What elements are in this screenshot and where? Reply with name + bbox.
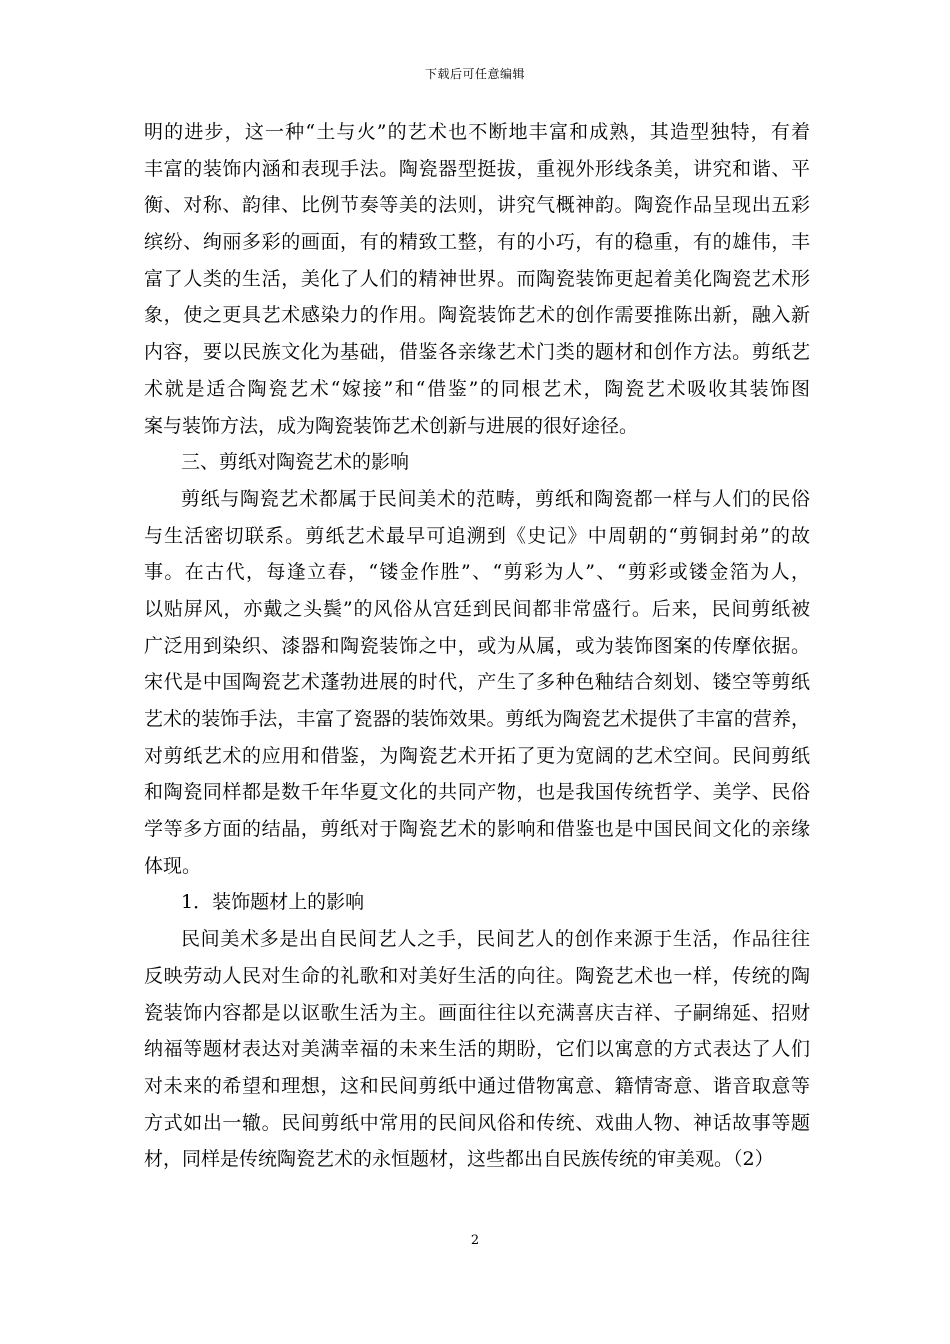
page-number: 2 [470, 1233, 480, 1248]
text-line: 材，同样是传统陶瓷艺术的永恒题材，这些都出自民族传统的审美观。（2） [144, 1148, 774, 1171]
text-line: 民间美术多是出自民间艺人之手，民间艺人的创作来源于生活，作品往往 [181, 928, 810, 951]
text-line: 广泛用到染织、漆器和陶瓷装饰之中，或为从属，或为装饰图案的传摩依据。 [144, 634, 810, 657]
text-line: 纳福等题材表达对美满幸福的未来生活的期盼，它们以寓意的方式表达了人们 [144, 1038, 810, 1061]
text-line: 富了人类的生活，美化了人们的精神世界。而陶瓷装饰更起着美化陶瓷艺术形 [144, 267, 810, 290]
text-line: 体现。 [144, 854, 202, 877]
text-line: 以贴屏风，亦戴之头鬓”的风俗从宫廷到民间都非常盛行。后来，民间剪纸被 [144, 597, 810, 620]
text-line: 对未来的希望和理想，这和民间剪纸中通过借物寓意、籍情寄意、谐音取意等 [144, 1074, 810, 1097]
text-line: 内容，要以民族文化为基础，借鉴各亲缘艺术门类的题材和创作方法。剪纸艺 [144, 341, 810, 364]
text-line: 剪纸与陶瓷艺术都属于民间美术的范畴，剪纸和陶瓷都一样与人们的民俗 [181, 487, 810, 510]
document-body [144, 114, 810, 1178]
text-line: 缤纷、绚丽多彩的画面，有的精致工整，有的小巧，有的稳重，有的雄伟，丰 [144, 231, 810, 254]
text-line: 与生活密切联系。剪纸艺术最早可追溯到《史记》中周朝的“剪铜封弟”的故 [144, 524, 810, 547]
text-line: 艺术的装饰手法，丰富了瓷器的装饰效果。剪纸为陶瓷艺术提供了丰富的营养， [144, 708, 810, 730]
text-line: 反映劳动人民对生命的礼歌和对美好生活的向往。陶瓷艺术也一样，传统的陶 [144, 964, 810, 987]
text-line: 案与装饰方法，成为陶瓷装饰艺术创新与进展的很好途径。 [144, 414, 639, 437]
text-line: 学等多方面的结晶，剪纸对于陶瓷艺术的影响和借鉴也是中国民间文化的亲缘 [144, 818, 810, 841]
text-line: 宋代是中国陶瓷艺术蓬勃进展的时代，产生了多种色釉结合刻划、镂空等剪纸 [144, 671, 810, 694]
page-header: 下载后可任意编辑 [424, 67, 525, 81]
text-line: 对剪纸艺术的应用和借鉴，为陶瓷艺术开拓了更为宽阔的艺术空间。民间剪纸 [144, 744, 810, 767]
text-line: 事。在古代，每逢立春，“镂金作胜”、“剪彩为人”、“剪彩或镂金箔为人， [144, 561, 810, 584]
text-line: 丰富的装饰内涵和表现手法。陶瓷器型挺拔，重视外形线条美，讲究和谐、平 [144, 157, 810, 180]
text-line: 象，使之更具艺术感染力的作用。陶瓷装饰艺术的创作需要推陈出新，融入新 [144, 304, 810, 327]
text-line: 衡、对称、韵律、比例节奏等美的法则，讲究气概神韵。陶瓷作品呈现出五彩 [144, 194, 810, 217]
subsection-heading: 1．装饰题材上的影响 [181, 891, 365, 914]
section-heading: 三、剪纸对陶瓷艺术的影响 [181, 451, 410, 474]
text-line: 瓷装饰内容都是以讴歌生活为主。画面往往以充满喜庆吉祥、子嗣绵延、招财 [144, 1001, 810, 1024]
text-line: 术就是适合陶瓷艺术“嫁接”和“借鉴”的同根艺术，陶瓷艺术吸收其装饰图 [144, 377, 810, 400]
text-line: 方式如出一辙。民间剪纸中常用的民间风俗和传统、戏曲人物、神话故事等题 [144, 1111, 810, 1134]
text-line: 和陶瓷同样都是数千年华夏文化的共同产物，也是我国传统哲学、美学、民俗 [144, 781, 810, 804]
text-line: 明的进步，这一种“土与火”的艺术也不断地丰富和成熟，其造型独特，有着 [144, 121, 810, 143]
